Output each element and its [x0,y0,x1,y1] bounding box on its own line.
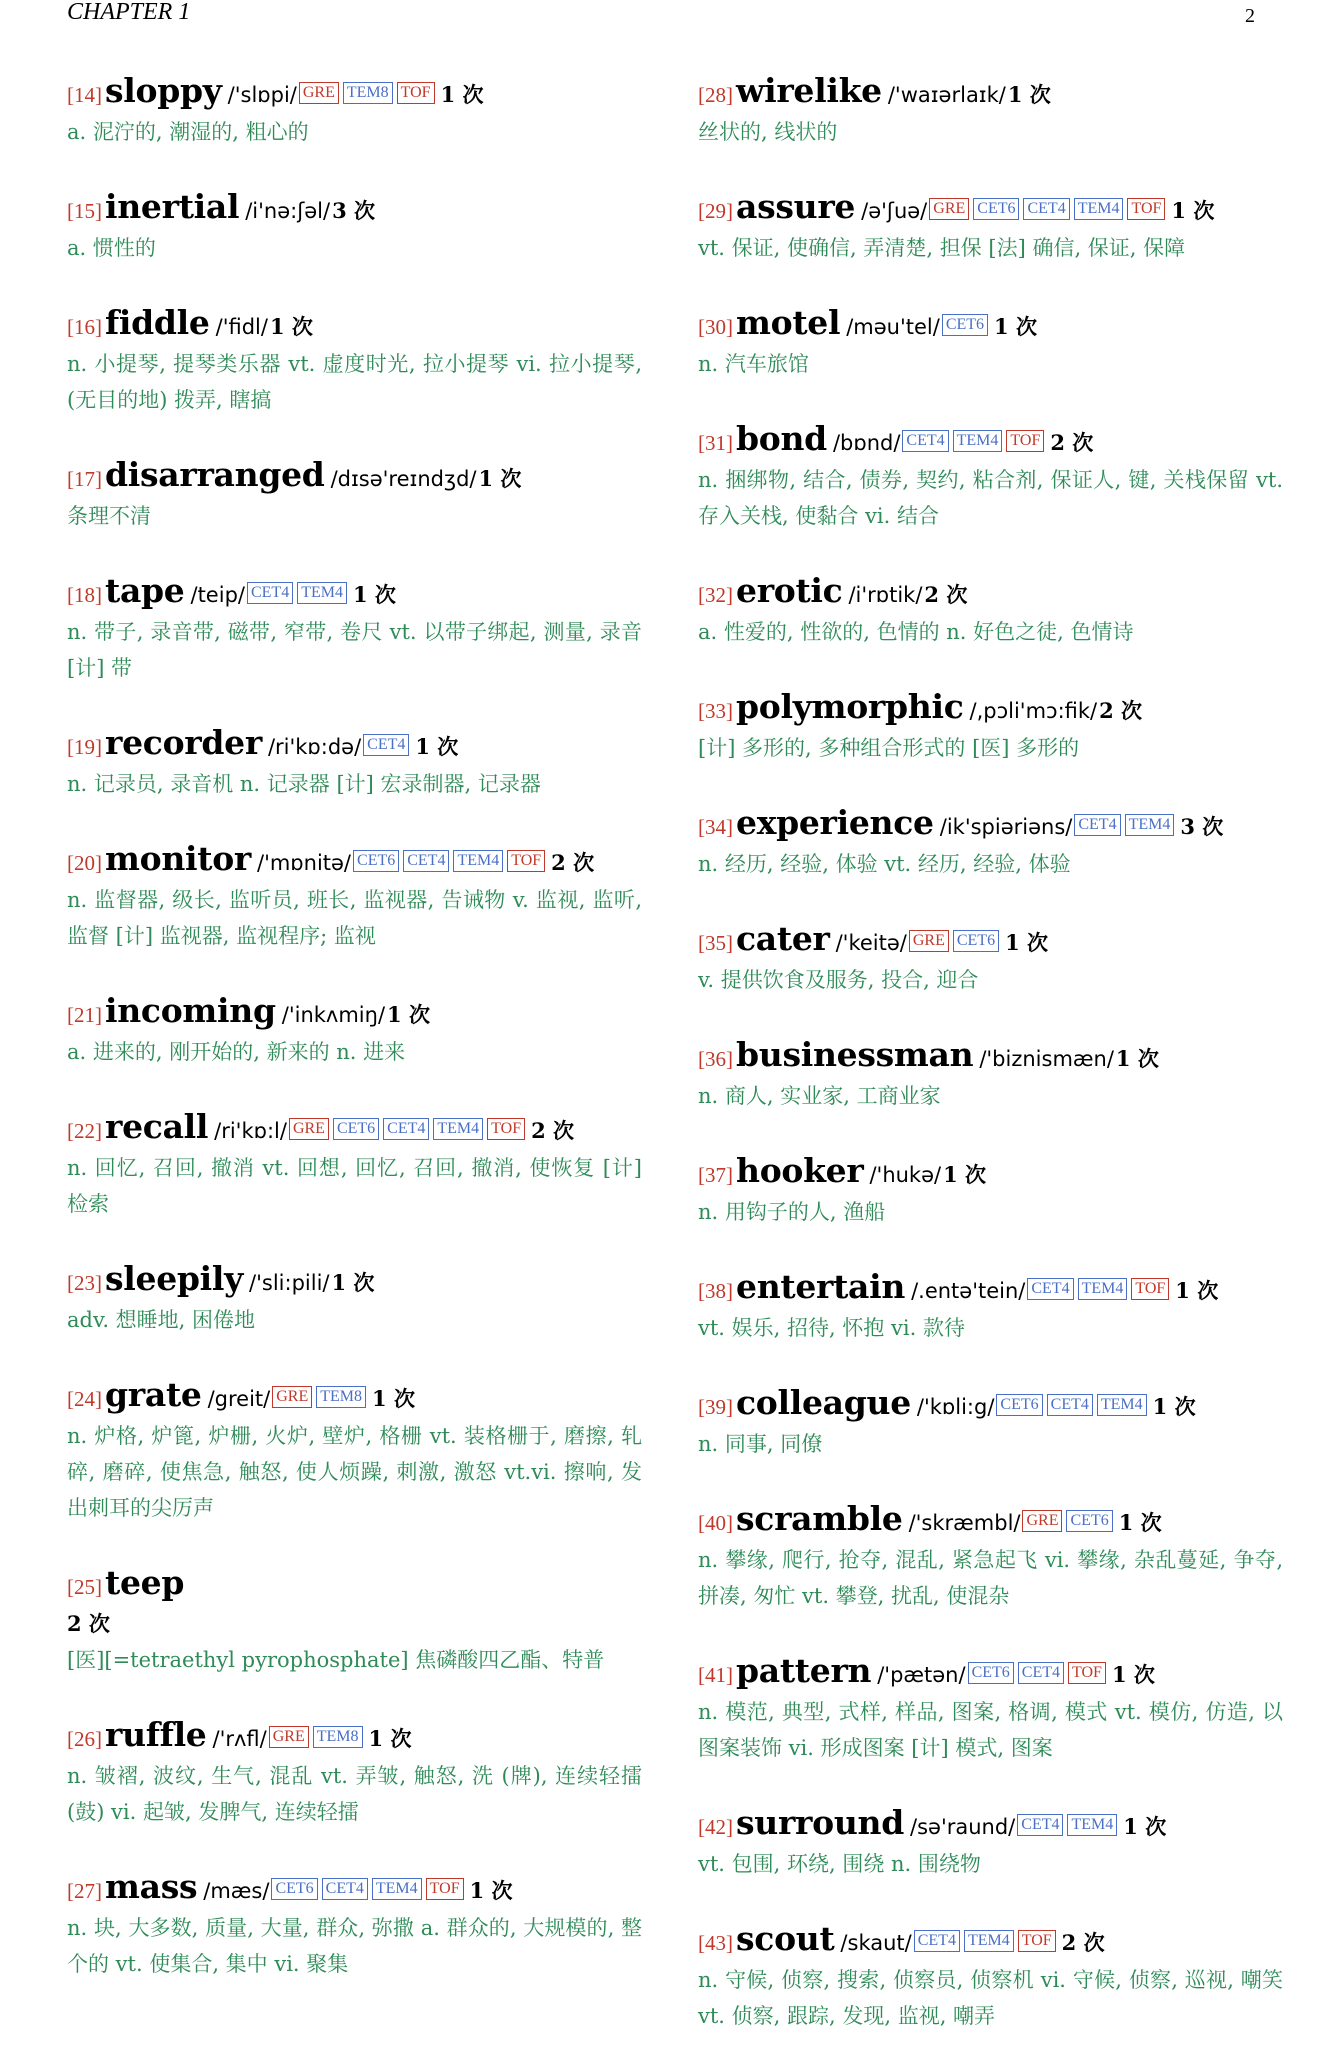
headword: polymorphic [736,687,964,726]
entry-headline [67,304,642,346]
exam-tag-cet6: CET6 [333,1118,379,1140]
vocab-entry [698,920,1283,998]
definition: n. 经历, 经验, 体验 vt. 经历, 经验, 体验 [698,852,1071,876]
exam-tag-tem8: TEM8 [313,1726,363,1748]
definition: 条理不清 [67,504,151,528]
exam-tags [996,1394,1146,1416]
exam-tag-tem4: TEM4 [453,850,503,872]
frequency-count: 1 次 [331,1270,375,1295]
entry-number: [25] [67,1575,102,1599]
entry-number: [43] [698,1931,733,1955]
vocab-entry [698,804,1283,882]
entry-headline [698,1652,1283,1694]
entry-headline [67,1260,642,1302]
exam-tag-cet4: CET4 [1017,1814,1063,1836]
headword: motel [736,303,841,342]
definition: n. 汽车旅馆 [698,352,809,376]
exam-tag-tof: TOF [426,1878,464,1900]
chapter-title: CHAPTER 1 [67,0,191,25]
exam-tags [289,1118,525,1140]
entry-number: [42] [698,1815,733,1839]
entry-number: [32] [698,583,733,607]
entry-headline [698,1920,1283,1962]
frequency-count: 1 次 [1007,82,1051,107]
exam-tag-tof: TOF [1068,1662,1106,1684]
exam-tag-cet6: CET6 [996,1394,1042,1416]
exam-tag-tof: TOF [1018,1930,1056,1952]
phonetic: /skaut/ [840,1931,912,1955]
entry-number: [14] [67,83,102,107]
vocab-entry [67,992,642,1070]
exam-tag-gre: GRE [299,82,339,104]
entry-headline [67,1716,642,1758]
vocab-entry [698,420,1283,534]
headword: sleepily [105,1259,244,1298]
exam-tag-cet6: CET6 [942,314,988,336]
exam-tag-cet6: CET6 [271,1878,317,1900]
definition: n. 捆绑物, 结合, 债券, 契约, 粘合剂, 保证人, 键, 关栈保留 vt. 存入关栈, 使黏合 vi. 结合 [698,468,1283,528]
exam-tag-gre: GRE [1022,1510,1062,1532]
entry-number: [28] [698,83,733,107]
left-column [67,72,642,2020]
entry-headline [67,1376,642,1418]
exam-tags [1027,1278,1169,1300]
exam-tag-tof: TOF [397,82,435,104]
entry-headline [698,1384,1283,1426]
headword: bond [736,419,827,458]
exam-tags [929,198,1165,220]
exam-tag-cet4: CET4 [1018,1662,1064,1684]
entry-headline [67,456,642,498]
exam-tags [1022,1510,1112,1532]
phonetic: /'inkʌmiŋ/ [281,1003,386,1027]
entry-headline [67,1108,642,1150]
vocab-entry [698,188,1283,266]
definition: n. 块, 大多数, 质量, 大量, 群众, 弥撒 a. 群众的, 大规模的, 整个的 vt. 使集合, 集中 vi. 聚集 [67,1916,642,1976]
definition: n. 同事, 同僚 [698,1432,823,1456]
headword: scramble [736,1499,903,1538]
entry-number: [19] [67,735,102,759]
exam-tag-tem4: TEM4 [1097,1394,1147,1416]
frequency-count: 1 次 [372,1386,415,1411]
entry-number: [34] [698,815,733,839]
exam-tags [269,1726,363,1748]
exam-tag-tem4: TEM4 [1067,1814,1117,1836]
phonetic: /sə'raund/ [910,1815,1016,1839]
exam-tag-cet4: CET4 [1027,1278,1073,1300]
phonetic: /'pætən/ [877,1663,966,1687]
headword: entertain [736,1267,906,1306]
frequency-count: 2 次 [924,582,968,607]
headword: sloppy [105,71,222,110]
phonetic: /mæs/ [203,1879,270,1903]
exam-tag-tof: TOF [1006,430,1044,452]
vocab-entry [67,1716,642,1830]
headword: businessman [736,1035,974,1074]
exam-tag-gre: GRE [929,198,969,220]
entry-number: [20] [67,851,102,875]
entry-headline [698,804,1283,846]
entry-number: [22] [67,1119,102,1143]
exam-tags [299,82,435,104]
phonetic: /məu'tel/ [846,315,940,339]
exam-tags [353,850,545,872]
frequency-count: 1 次 [1115,1046,1159,1071]
exam-tag-cet4: CET4 [403,850,449,872]
exam-tag-tem4: TEM4 [1074,198,1124,220]
exam-tag-cet4: CET4 [914,1930,960,1952]
entry-headline [698,688,1283,730]
headword: colleague [736,1383,911,1422]
definition: v. 提供饮食及服务, 投合, 迎合 [698,968,979,992]
entry-number: [39] [698,1395,733,1419]
phonetic: /i'rɒtik/ [848,583,923,607]
right-column [698,72,1283,2072]
exam-tags [902,430,1044,452]
exam-tag-cet4: CET4 [247,582,293,604]
headword: scout [736,1919,835,1958]
frequency-count: 1 次 [387,1002,430,1027]
headword: cater [736,919,830,958]
entry-number: [33] [698,699,733,723]
exam-tag-tem8: TEM8 [343,82,393,104]
headword: hooker [736,1151,864,1190]
definition: n. 攀缘, 爬行, 抢夺, 混乱, 紧急起飞 vi. 攀缘, 杂乱蔓延, 争夺, 拼凑, 匆忙 vt. 攀登, 扰乱, 使混杂 [698,1548,1283,1608]
definition: n. 记录员, 录音机 n. 记录器 [计] 宏录制器, 记录器 [67,772,541,796]
vocab-entry [698,572,1283,650]
exam-tag-cet4: CET4 [383,1118,429,1140]
frequency-count: 2 次 [531,1118,575,1143]
phonetic: /'fidl/ [215,315,268,339]
phonetic: /bɒnd/ [832,431,901,455]
frequency-count: 1 次 [469,1878,513,1903]
phonetic: /'slɒpi/ [227,83,297,107]
phonetic: /'rʌfl/ [212,1727,267,1751]
headword: incoming [105,991,276,1030]
vocab-entry [67,304,642,418]
phonetic: /,pɔli'mɔ:fik/ [969,699,1098,723]
entry-number: [27] [67,1879,102,1903]
definition: adv. 想睡地, 困倦地 [67,1308,256,1332]
vocab-entry [67,724,642,802]
phonetic: /i'nə:ʃəl/ [245,199,331,223]
phonetic: /'skræmbl/ [908,1511,1021,1535]
definition: a. 进来的, 刚开始的, 新来的 n. 进来 [67,1040,406,1064]
vocab-entry [698,688,1283,766]
frequency-count: 1 次 [440,82,484,107]
frequency-count: 1 次 [415,734,459,759]
frequency-count: 2 次 [1050,430,1094,455]
definition: n. 小提琴, 提琴类乐器 vt. 虚度时光, 拉小提琴 vi. 拉小提琴, (无目的地) 拨弄, 瞎搞 [67,352,642,412]
entry-number: [23] [67,1271,102,1295]
exam-tags [1017,1814,1117,1836]
entry-headline [67,188,642,230]
frequency-count: 1 次 [1111,1662,1155,1687]
headword: monitor [105,839,251,878]
phonetic: /dɪsə'reɪndʒd/ [330,467,477,491]
headword: tape [105,571,185,610]
exam-tags [914,1930,1056,1952]
headword: disarranged [105,455,325,494]
entry-headline [698,72,1283,114]
frequency-count: 1 次 [1152,1394,1196,1419]
entry-number: [40] [698,1511,733,1535]
exam-tags [1074,814,1174,836]
vocab-entry [67,456,642,534]
headword: ruffle [105,1715,207,1754]
exam-tag-cet6: CET6 [953,930,999,952]
exam-tags [272,1386,366,1408]
entry-headline [698,1804,1283,1846]
definition: vt. 包围, 环绕, 围绕 n. 围绕物 [698,1852,981,1876]
frequency-count: 1 次 [1118,1510,1162,1535]
exam-tag-cet6: CET6 [968,1662,1014,1684]
exam-tag-gre: GRE [289,1118,329,1140]
entry-number: [24] [67,1387,102,1411]
vocab-entry [67,1108,642,1222]
exam-tags [942,314,988,336]
phonetic: /'hukə/ [869,1163,942,1187]
entry-number: [21] [67,1003,102,1027]
vocab-entry [698,1804,1283,1882]
vocab-entry [698,1152,1283,1230]
definition: a. 惯性的 [67,236,156,260]
frequency-count: 2 次 [1061,1930,1105,1955]
phonetic: /'kɒli:g/ [916,1395,995,1419]
headword: recorder [105,723,262,762]
definition: 丝状的, 线状的 [698,120,838,144]
exam-tag-cet6: CET6 [353,850,399,872]
exam-tag-cet6: CET6 [1066,1510,1112,1532]
frequency-count: 2 次 [1099,698,1143,723]
headword: recall [105,1107,209,1146]
frequency-count: 1 次 [994,314,1037,339]
entry-headline [698,304,1283,346]
entry-number: [15] [67,199,102,223]
vocab-entry [698,1652,1283,1766]
vocab-entry [67,72,642,150]
frequency-count: 1 次 [368,1726,412,1751]
headword: erotic [736,571,843,610]
entry-headline [67,840,642,882]
headword: assure [736,187,856,226]
exam-tags [909,930,999,952]
frequency-count: 1 次 [478,466,522,491]
exam-tag-cet6: CET6 [973,198,1019,220]
exam-tag-cet4: CET4 [1023,198,1069,220]
exam-tags [968,1662,1106,1684]
phonetic: /ri'kɒ:l/ [214,1119,287,1143]
phonetic: /.entə'tein/ [911,1279,1026,1303]
vocab-entry [698,72,1283,150]
exam-tag-gre: GRE [269,1726,309,1748]
entry-number: [38] [698,1279,733,1303]
exam-tag-tof: TOF [487,1118,525,1140]
vocab-entry [698,1384,1283,1462]
entry-headline [67,1868,642,1910]
definition: n. 带子, 录音带, 磁带, 窄带, 卷尺 vt. 以带子绑起, 测量, 录音 [计] 带 [67,620,642,680]
phonetic: /ri'kɒ:də/ [267,735,362,759]
frequency-count: 1 次 [1175,1278,1219,1303]
definition: [医][=tetraethyl pyrophosphate] 焦磷酸四乙酯、特普 [67,1648,605,1672]
entry-number: [18] [67,583,102,607]
headword: teep [105,1563,185,1602]
vocab-entry [67,1564,642,1678]
frequency-count: 1 次 [1005,930,1049,955]
definition: n. 模范, 典型, 式样, 样品, 图案, 格调, 模式 vt. 模仿, 仿造, 以图案装饰 vi. 形成图案 [计] 模式, 图案 [698,1700,1283,1760]
entry-headline [698,1268,1283,1310]
phonetic: /'sli:pili/ [249,1271,330,1295]
entry-headline [698,572,1283,614]
vocab-entry [698,1920,1283,2034]
exam-tag-tem4: TEM4 [964,1930,1014,1952]
phonetic: /greit/ [207,1387,271,1411]
frequency-count: 1 次 [1123,1814,1167,1839]
exam-tags [247,582,347,604]
exam-tag-tof: TOF [1127,198,1165,220]
exam-tag-cet4: CET4 [1074,814,1120,836]
entry-headline [698,1152,1283,1194]
headword: inertial [105,187,240,226]
exam-tag-tem4: TEM4 [1078,1278,1128,1300]
exam-tag-tem4: TEM4 [1125,814,1175,836]
headword: fiddle [105,303,210,342]
entry-number: [17] [67,467,102,491]
phonetic: /ə'ʃuə/ [861,199,928,223]
phonetic: /'biznismæn/ [979,1047,1114,1071]
headword: grate [105,1375,202,1414]
headword: experience [736,803,934,842]
definition: n. 炉格, 炉篦, 炉栅, 火炉, 壁炉, 格栅 vt. 装格栅于, 磨擦, 轧碎, 磨碎, 使焦急, 触怒, 使人烦躁, 刺激, 激怒 vt.vi. 擦响, 发出刺耳的尖厉声 [67,1424,642,1520]
headword: surround [736,1803,905,1842]
phonetic: /ik'spiəriəns/ [939,815,1073,839]
definition: n. 商人, 实业家, 工商业家 [698,1084,941,1108]
vocab-entry [698,304,1283,382]
definition: vt. 保证, 使确信, 弄清楚, 担保 [法] 确信, 保证, 保障 [698,236,1186,260]
phonetic: /'mɒnitə/ [257,851,352,875]
phonetic: /teip/ [190,583,245,607]
entry-number: [41] [698,1663,733,1687]
entry-number: [29] [698,199,733,223]
exam-tag-cet4: CET4 [322,1878,368,1900]
entry-number: [35] [698,931,733,955]
entry-headline [698,188,1283,230]
vocab-entry [698,1268,1283,1346]
entry-headline [67,992,642,1034]
definition: n. 用钩子的人, 渔船 [698,1200,886,1224]
exam-tags [271,1878,463,1900]
frequency-count: 3 次 [332,198,376,223]
exam-tag-cet4: CET4 [902,430,948,452]
exam-tag-cet4: CET4 [363,734,409,756]
entry-headline [698,920,1283,962]
exam-tag-tem8: TEM8 [316,1386,366,1408]
definition: a. 性爱的, 性欲的, 色情的 n. 好色之徒, 色情诗 [698,620,1134,644]
exam-tag-tem4: TEM4 [297,582,347,604]
vocab-entry [67,840,642,954]
entry-number: [37] [698,1163,733,1187]
frequency-count: 1 次 [943,1162,987,1187]
exam-tag-tem4: TEM4 [372,1878,422,1900]
definition: [计] 多形的, 多种组合形式的 [医] 多形的 [698,736,1080,760]
headword: mass [105,1867,198,1906]
frequency-count: 1 次 [1171,198,1215,223]
vocab-entry [67,1868,642,1982]
definition: n. 皱褶, 波纹, 生气, 混乱 vt. 弄皱, 触怒, 洗 (牌), 连续轻擂 (鼓) vi. 起皱, 发脾气, 连续轻擂 [67,1764,642,1824]
exam-tag-tof: TOF [1131,1278,1169,1300]
exam-tag-tem4: TEM4 [433,1118,483,1140]
entry-headline [698,420,1283,462]
exam-tag-tof: TOF [507,850,545,872]
entry-headline [698,1036,1283,1078]
page-header [67,0,1255,28]
entry-headline [67,72,642,114]
entry-number: [26] [67,1727,102,1751]
exam-tag-gre: GRE [272,1386,312,1408]
entry-headline [698,1500,1283,1542]
entry-number: [16] [67,315,102,339]
frequency-count: 1 次 [352,582,396,607]
entry-number: [31] [698,431,733,455]
exam-tag-tem4: TEM4 [953,430,1003,452]
frequency-count: 3 次 [1180,814,1224,839]
definition: n. 守候, 侦察, 搜索, 侦察员, 侦察机 vi. 守候, 侦察, 巡视, 嘲笑 vt. 侦察, 跟踪, 发现, 监视, 嘲弄 [698,1968,1283,2028]
frequency-count: 1 次 [269,314,313,339]
phonetic: /'keitə/ [835,931,907,955]
vocab-entry [67,572,642,686]
frequency-count: 2 次 [551,850,595,875]
vocab-entry [67,1376,642,1526]
vocab-entry [67,1260,642,1338]
vocab-entry [698,1500,1283,1614]
definition: vt. 娱乐, 招待, 怀抱 vi. 款待 [698,1316,965,1340]
entry-number: [30] [698,315,733,339]
headword: wirelike [736,71,882,110]
page-number: 2 [1245,5,1255,27]
entry-headline [67,724,642,766]
vocab-entry [698,1036,1283,1114]
entry-headline [67,1564,642,1642]
exam-tag-cet4: CET4 [1047,1394,1093,1416]
phonetic: /'waɪərlaɪk/ [887,83,1006,107]
exam-tag-gre: GRE [909,930,949,952]
headword: pattern [736,1651,872,1690]
definition: n. 回忆, 召回, 撤消 vt. 回想, 回忆, 召回, 撤消, 使恢复 [计] 检索 [67,1156,642,1216]
frequency-count: 2 次 [67,1611,110,1636]
entry-number: [36] [698,1047,733,1071]
entry-headline [67,572,642,614]
exam-tags [363,734,409,756]
vocab-entry [67,188,642,266]
definition: n. 监督器, 级长, 监听员, 班长, 监视器, 告诫物 v. 监视, 监听, 监督 [计] 监视器, 监视程序; 监视 [67,888,642,948]
definition: a. 泥泞的, 潮湿的, 粗心的 [67,120,309,144]
